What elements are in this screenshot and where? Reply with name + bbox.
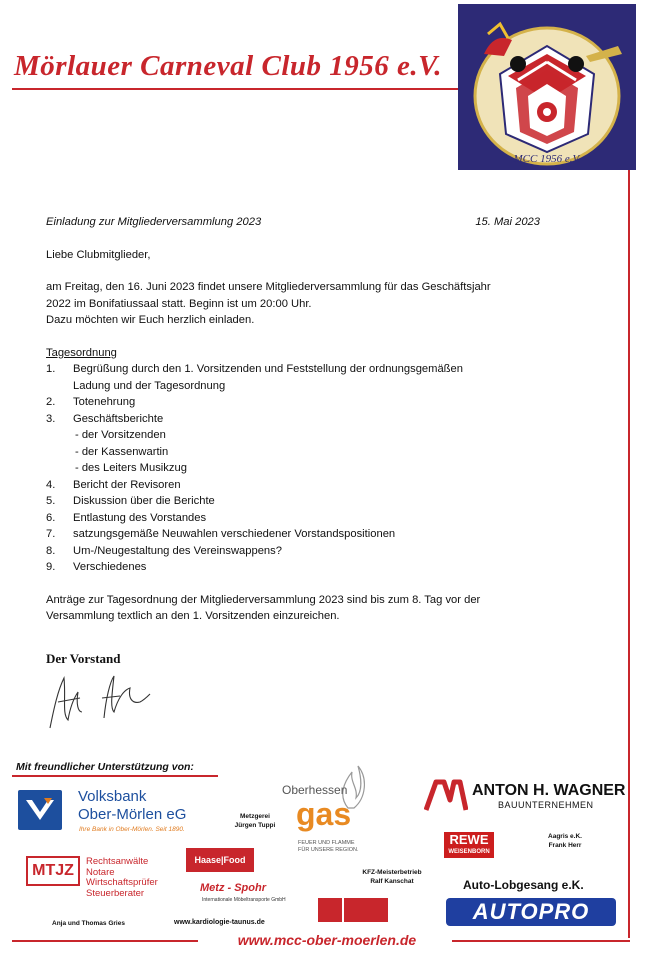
- aagris-line: Frank Herr: [548, 842, 582, 849]
- signoff: Der Vorstand: [46, 651, 121, 666]
- agenda-number: 5.: [46, 495, 56, 507]
- agenda-text: Bericht der Revisoren: [73, 478, 181, 491]
- agenda-sub-list: [73, 427, 546, 477]
- wagner-aw-logo: [424, 778, 468, 812]
- agenda-item: [46, 493, 546, 510]
- sponsors-heading: Mit freundlicher Unterstützung von:: [16, 761, 194, 773]
- sponsor-logo-red: [318, 898, 342, 922]
- agenda-list: [46, 361, 546, 576]
- autopro-logo: AUTOPRO: [446, 898, 616, 926]
- agenda-text-line: Ladung und der Tagesordnung: [73, 379, 226, 392]
- mtjz-line: Wirtschaftsprüfer: [86, 877, 158, 888]
- kardiologie-link[interactable]: www.kardiologie-taunus.de: [174, 919, 265, 926]
- agenda-text: Verschiedenes: [73, 561, 147, 573]
- agenda-text: Totenehrung: [73, 396, 136, 408]
- agenda-item: [46, 526, 546, 543]
- agenda-text: satzungsgemäße Neuwahlen verschiedener Vorstandspositionen: [73, 528, 396, 540]
- closing-paragraph: [46, 592, 546, 625]
- agenda-sub-item: - der Vorsitzenden: [75, 429, 166, 441]
- oberhessen-gas-logo: gas: [296, 796, 352, 832]
- metzgerei-tuppi: [230, 812, 280, 830]
- agenda-title: Tagesordnung: [46, 346, 117, 359]
- letter-date: 15. Mai 2023: [475, 216, 540, 228]
- agenda-item: [46, 361, 546, 394]
- metzgerei-line: Jürgen Tuppi: [234, 822, 276, 829]
- letter-header: [46, 214, 546, 231]
- rewe-line: REWE: [449, 832, 489, 847]
- club-crest-logo: [458, 4, 636, 170]
- crest-caption: MCC 1956 e.V.: [513, 153, 581, 165]
- oberhessen-slogan-line: FÜR UNSERE REGION.: [298, 847, 359, 853]
- agenda-sub-item: - der Kassenwartin: [75, 445, 169, 458]
- wagner-name: ANTON H. WAGNER: [472, 782, 626, 799]
- mtjz-line: Rechtsanwälte: [86, 856, 149, 867]
- agenda-number: 1.: [46, 363, 56, 375]
- aagris-line: Aagris e.K.: [548, 833, 582, 840]
- agenda-number: 4.: [46, 478, 56, 491]
- agenda-section: [46, 345, 546, 576]
- handwritten-signature: [44, 668, 154, 736]
- agenda-number: 2.: [46, 396, 56, 408]
- volksbank-logo: [18, 790, 62, 830]
- mtjz-logo: MTJZ: [26, 856, 80, 886]
- agenda-text-line: Begrüßung durch den 1. Vorsitzenden und Feststellung der ordnungsgemäßen: [73, 363, 463, 375]
- mtjz-line: Notare: [86, 866, 115, 878]
- mtjz-line: Steuerberater: [86, 887, 145, 899]
- volksbank-name: [78, 788, 186, 824]
- oberhessen-slogan-line: FEUER UND FLAMME: [298, 840, 355, 846]
- agenda-number: 7.: [46, 528, 56, 540]
- footer-divider-left: [12, 940, 198, 942]
- agenda-item: [46, 411, 546, 477]
- oberhessen-slogan: [298, 840, 359, 854]
- sponsor-logo-red-banner: [344, 898, 388, 922]
- frame-right: [628, 168, 630, 938]
- agenda-number: 8.: [46, 544, 56, 557]
- letter-subject: Einladung zur Mitgliederversammlung 2023: [46, 216, 262, 228]
- agenda-item: [46, 510, 546, 527]
- intro-line: 2022 im Bonifatiussaal statt. Beginn ist um 20:00 Uhr.: [46, 297, 312, 310]
- agenda-number: 6.: [46, 511, 56, 524]
- agenda-item: [46, 477, 546, 494]
- closing-line: Versammlung textlich an den 1. Vorsitzenden einzureichen.: [46, 610, 340, 622]
- intro-line: Dazu möchten wir Euch herzlich einladen.: [46, 314, 255, 326]
- metzgerei-line: Metzgerei: [240, 813, 270, 820]
- kfz-line: Ralf Kanschat: [370, 878, 414, 885]
- closing-line: Anträge zur Tagesordnung der Mitgliederversammlung 2023 sind bis zum 8. Tag vor der: [46, 593, 481, 606]
- invitation-letter: [46, 214, 546, 625]
- agenda-number: 9.: [46, 561, 56, 573]
- intro-paragraph: [46, 279, 546, 329]
- volksbank-line: Ober-Mörlen eG: [78, 806, 187, 823]
- agenda-number: 3.: [46, 412, 56, 425]
- agenda-text: Diskussion über die Berichte: [73, 495, 215, 507]
- agenda-item: [46, 394, 546, 411]
- metz-spohr-sub: Internationale Möbeltransporte GmbH: [202, 897, 286, 903]
- aagris: [530, 832, 600, 850]
- mtjz-text: [86, 857, 158, 899]
- kfz-kanschat: [352, 868, 432, 886]
- volksbank-line: Volksbank: [78, 788, 147, 805]
- wagner-sub: BAUUNTERNEHMEN: [498, 800, 594, 810]
- agenda-sub-item: - des Leiters Musikzug: [75, 462, 187, 474]
- agenda-text: Um-/Neugestaltung des Vereinswappens?: [73, 544, 282, 557]
- agenda-item: [46, 559, 546, 576]
- metz-spohr-logo: Metz - Spohr: [200, 882, 266, 894]
- sponsors-divider: [12, 775, 218, 777]
- auto-lobgesang: Auto-Lobgesang e.K.: [463, 878, 584, 892]
- agenda-text-line: Geschäftsberichte: [73, 412, 164, 425]
- rewe-line: WEISENBORN: [448, 849, 490, 855]
- club-title: Mörlauer Carneval Club 1956 e.V.: [14, 50, 442, 82]
- haase-food-logo: Haase|Food: [186, 848, 254, 872]
- kfz-line: KFZ-Meisterbetrieb: [362, 869, 422, 876]
- agenda-text: [73, 361, 546, 394]
- website-link[interactable]: www.mcc-ober-moerlen.de: [237, 932, 417, 948]
- salutation: Liebe Clubmitglieder,: [46, 248, 151, 261]
- oberhessen-name: Oberhessen: [282, 783, 348, 797]
- intro-line: am Freitag, den 16. Juni 2023 findet unsere Mitgliederversammlung für das Geschäftsjahr: [46, 281, 491, 293]
- volksbank-slogan: Ihre Bank in Ober-Mörlen. Seit 1890.: [79, 826, 185, 833]
- footer-divider-right: [452, 940, 630, 942]
- agenda-text: Entlastung des Vorstandes: [73, 511, 207, 524]
- agenda-text: [73, 411, 546, 477]
- agenda-item: [46, 543, 546, 560]
- header-divider: [12, 88, 458, 90]
- gries: Anja und Thomas Gries: [52, 920, 125, 927]
- rewe-logo: [444, 832, 494, 858]
